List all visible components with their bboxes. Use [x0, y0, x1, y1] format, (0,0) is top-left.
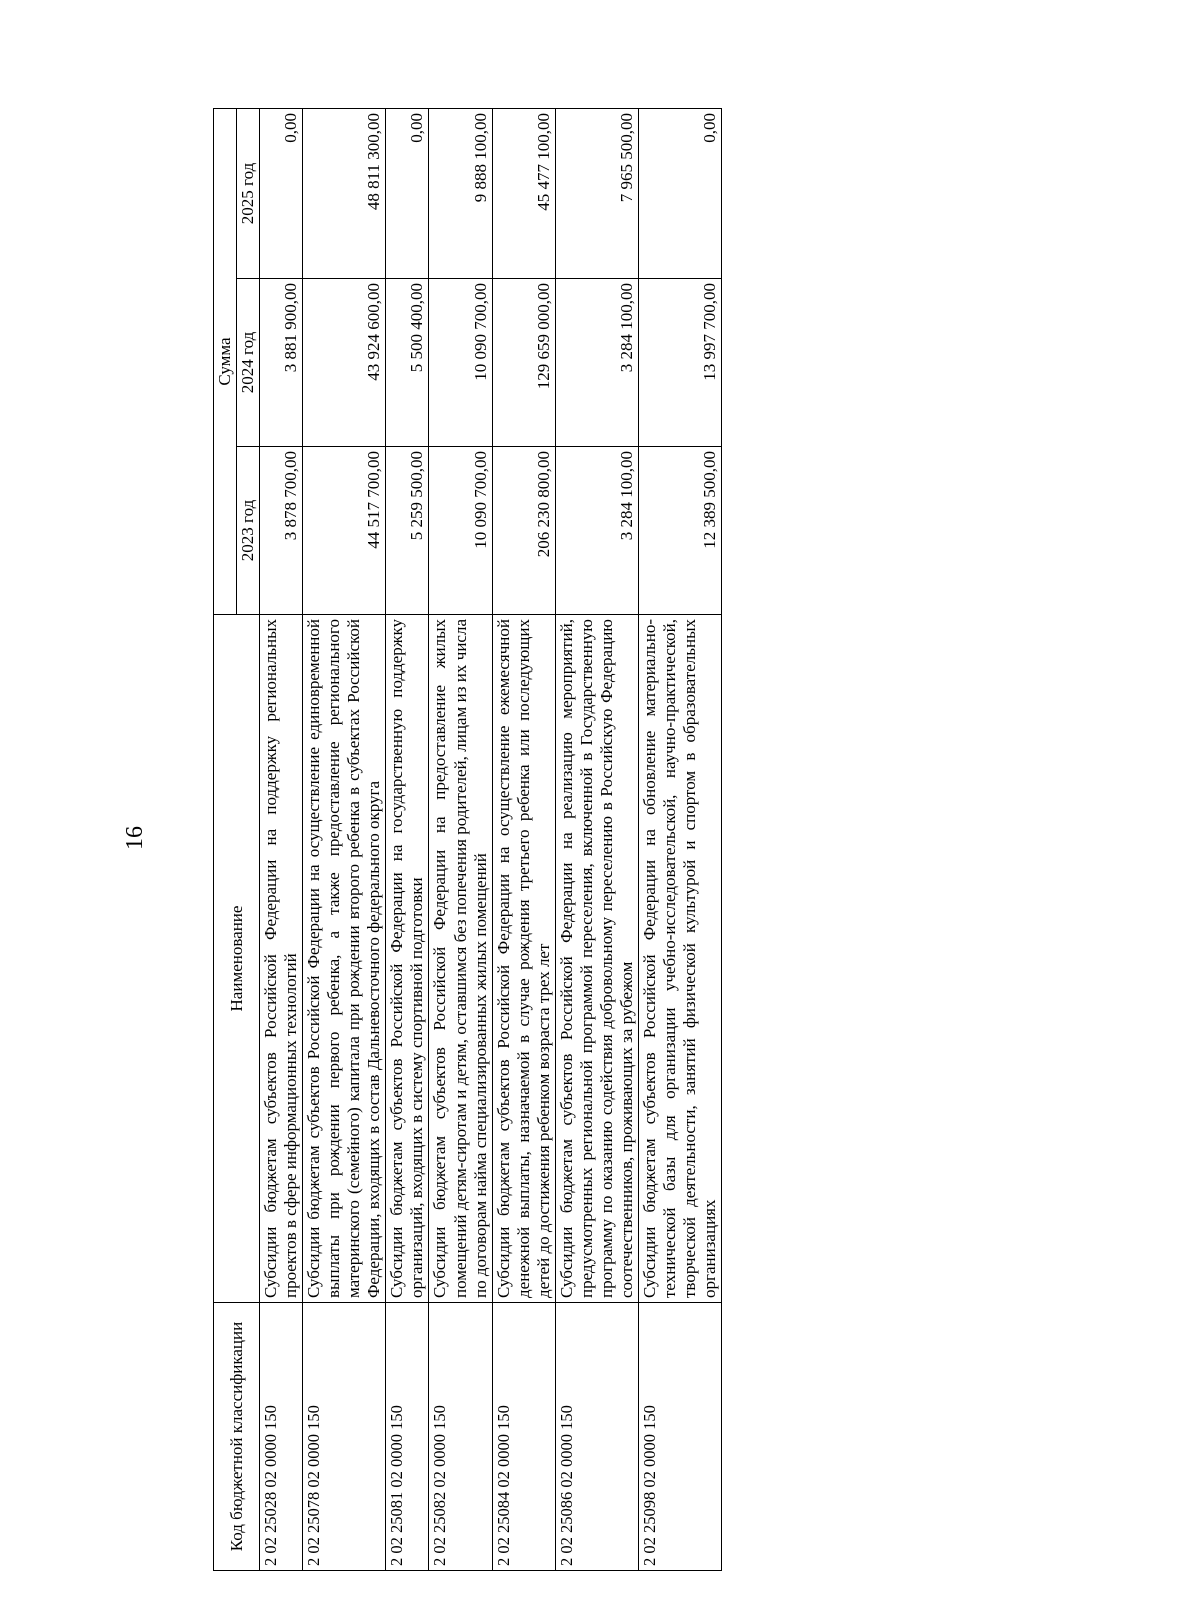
header-row: [214, 109, 237, 1571]
cell-2023: 3 878 700,00: [260, 447, 303, 615]
cell-2025: 48 811 300,00: [303, 109, 386, 279]
page-number: 16: [121, 826, 148, 850]
header-year-2025: 2025 год: [237, 109, 260, 279]
header-year-2023: 2023 год: [237, 447, 260, 615]
cell-name: Субсидии бюджетам субъектов Российской Федерации на обновление материально-технической базы для организации учебно-исследовательской, научно-практической, творческой деятельности, занятий физической культурой и спортом в образовательных организациях: [638, 615, 721, 1303]
cell-name: Субсидии бюджетам субъектов Российской Федерации на поддержку региональных проектов в сфере информационных технологий: [260, 615, 303, 1303]
cell-2025: 0,00: [260, 109, 303, 279]
cell-code: 2 02 25078 02 0000 150: [303, 1303, 386, 1571]
header-code: Код бюджетной классификации: [214, 1303, 260, 1571]
cell-2024: 129 659 000,00: [492, 279, 555, 447]
table-row: [492, 109, 555, 1571]
cell-2024: 3 284 100,00: [555, 279, 638, 447]
cell-2023: 3 284 100,00: [555, 447, 638, 615]
cell-code: 2 02 25082 02 0000 150: [429, 1303, 492, 1571]
cell-2025: 45 477 100,00: [492, 109, 555, 279]
cell-code: 2 02 25028 02 0000 150: [260, 1303, 303, 1571]
budget-table: [213, 108, 722, 1571]
cell-name: Субсидии бюджетам субъектов Российской Федерации на государственную поддержку организаций, входящих в систему спортивной подготовки: [386, 615, 429, 1303]
cell-2023: 5 259 500,00: [386, 447, 429, 615]
cell-2024: 5 500 400,00: [386, 279, 429, 447]
cell-2023: 206 230 800,00: [492, 447, 555, 615]
cell-name: Субсидии бюджетам субъектов Российской Федерации на предоставление жилых помещений детям-сиротам и детям, оставшимся без попечения родителей, лицам из их числа по договорам найма специализированных жилых помещений: [429, 615, 492, 1303]
table-row: [303, 109, 386, 1571]
cell-2023: 10 090 700,00: [429, 447, 492, 615]
cell-2024: 3 881 900,00: [260, 279, 303, 447]
cell-2024: 10 090 700,00: [429, 279, 492, 447]
header-sum: Сумма: [214, 109, 237, 615]
cell-2023: 12 389 500,00: [638, 447, 721, 615]
table-row: [638, 109, 721, 1571]
cell-2023: 44 517 700,00: [303, 447, 386, 615]
table-row: [260, 109, 303, 1571]
budget-table-container: [213, 109, 1025, 1571]
cell-code: 2 02 25098 02 0000 150: [638, 1303, 721, 1571]
cell-code: 2 02 25086 02 0000 150: [555, 1303, 638, 1571]
header-name: Наименование: [214, 615, 260, 1303]
cell-2025: 0,00: [638, 109, 721, 279]
cell-2025: 7 965 500,00: [555, 109, 638, 279]
table-row: [429, 109, 492, 1571]
header-year-2024: 2024 год: [237, 279, 260, 447]
cell-name: Субсидии бюджетам субъектов Российской Федерации на осуществление единовременной выплаты при рождении первого ребенка, а также предоставление регионального материнского (семейного) капитала при рождении второго ребенка в субъектах Российской Федерации, входящих в состав Дальневосточного федерального округа: [303, 615, 386, 1303]
cell-name: Субсидии бюджетам субъектов Российской Федерации на реализацию мероприятий, предусмотренных региональной программой переселения, включенной в Государственную программу по оказанию содействия добровольному переселению в Российскую Федерацию соотечественников, проживающих за рубежом: [555, 615, 638, 1303]
cell-2025: 0,00: [386, 109, 429, 279]
table-row: [386, 109, 429, 1571]
table-row: [555, 109, 638, 1571]
cell-name: Субсидии бюджетам субъектов Российской Федерации на осуществление ежемесячной денежной выплаты, назначаемой в случае рождения третьего ребенка или последующих детей до достижения ребенком возраста трех лет: [492, 615, 555, 1303]
cell-code: 2 02 25081 02 0000 150: [386, 1303, 429, 1571]
cell-2024: 13 997 700,00: [638, 279, 721, 447]
cell-2025: 9 888 100,00: [429, 109, 492, 279]
cell-2024: 43 924 600,00: [303, 279, 386, 447]
cell-code: 2 02 25084 02 0000 150: [492, 1303, 555, 1571]
